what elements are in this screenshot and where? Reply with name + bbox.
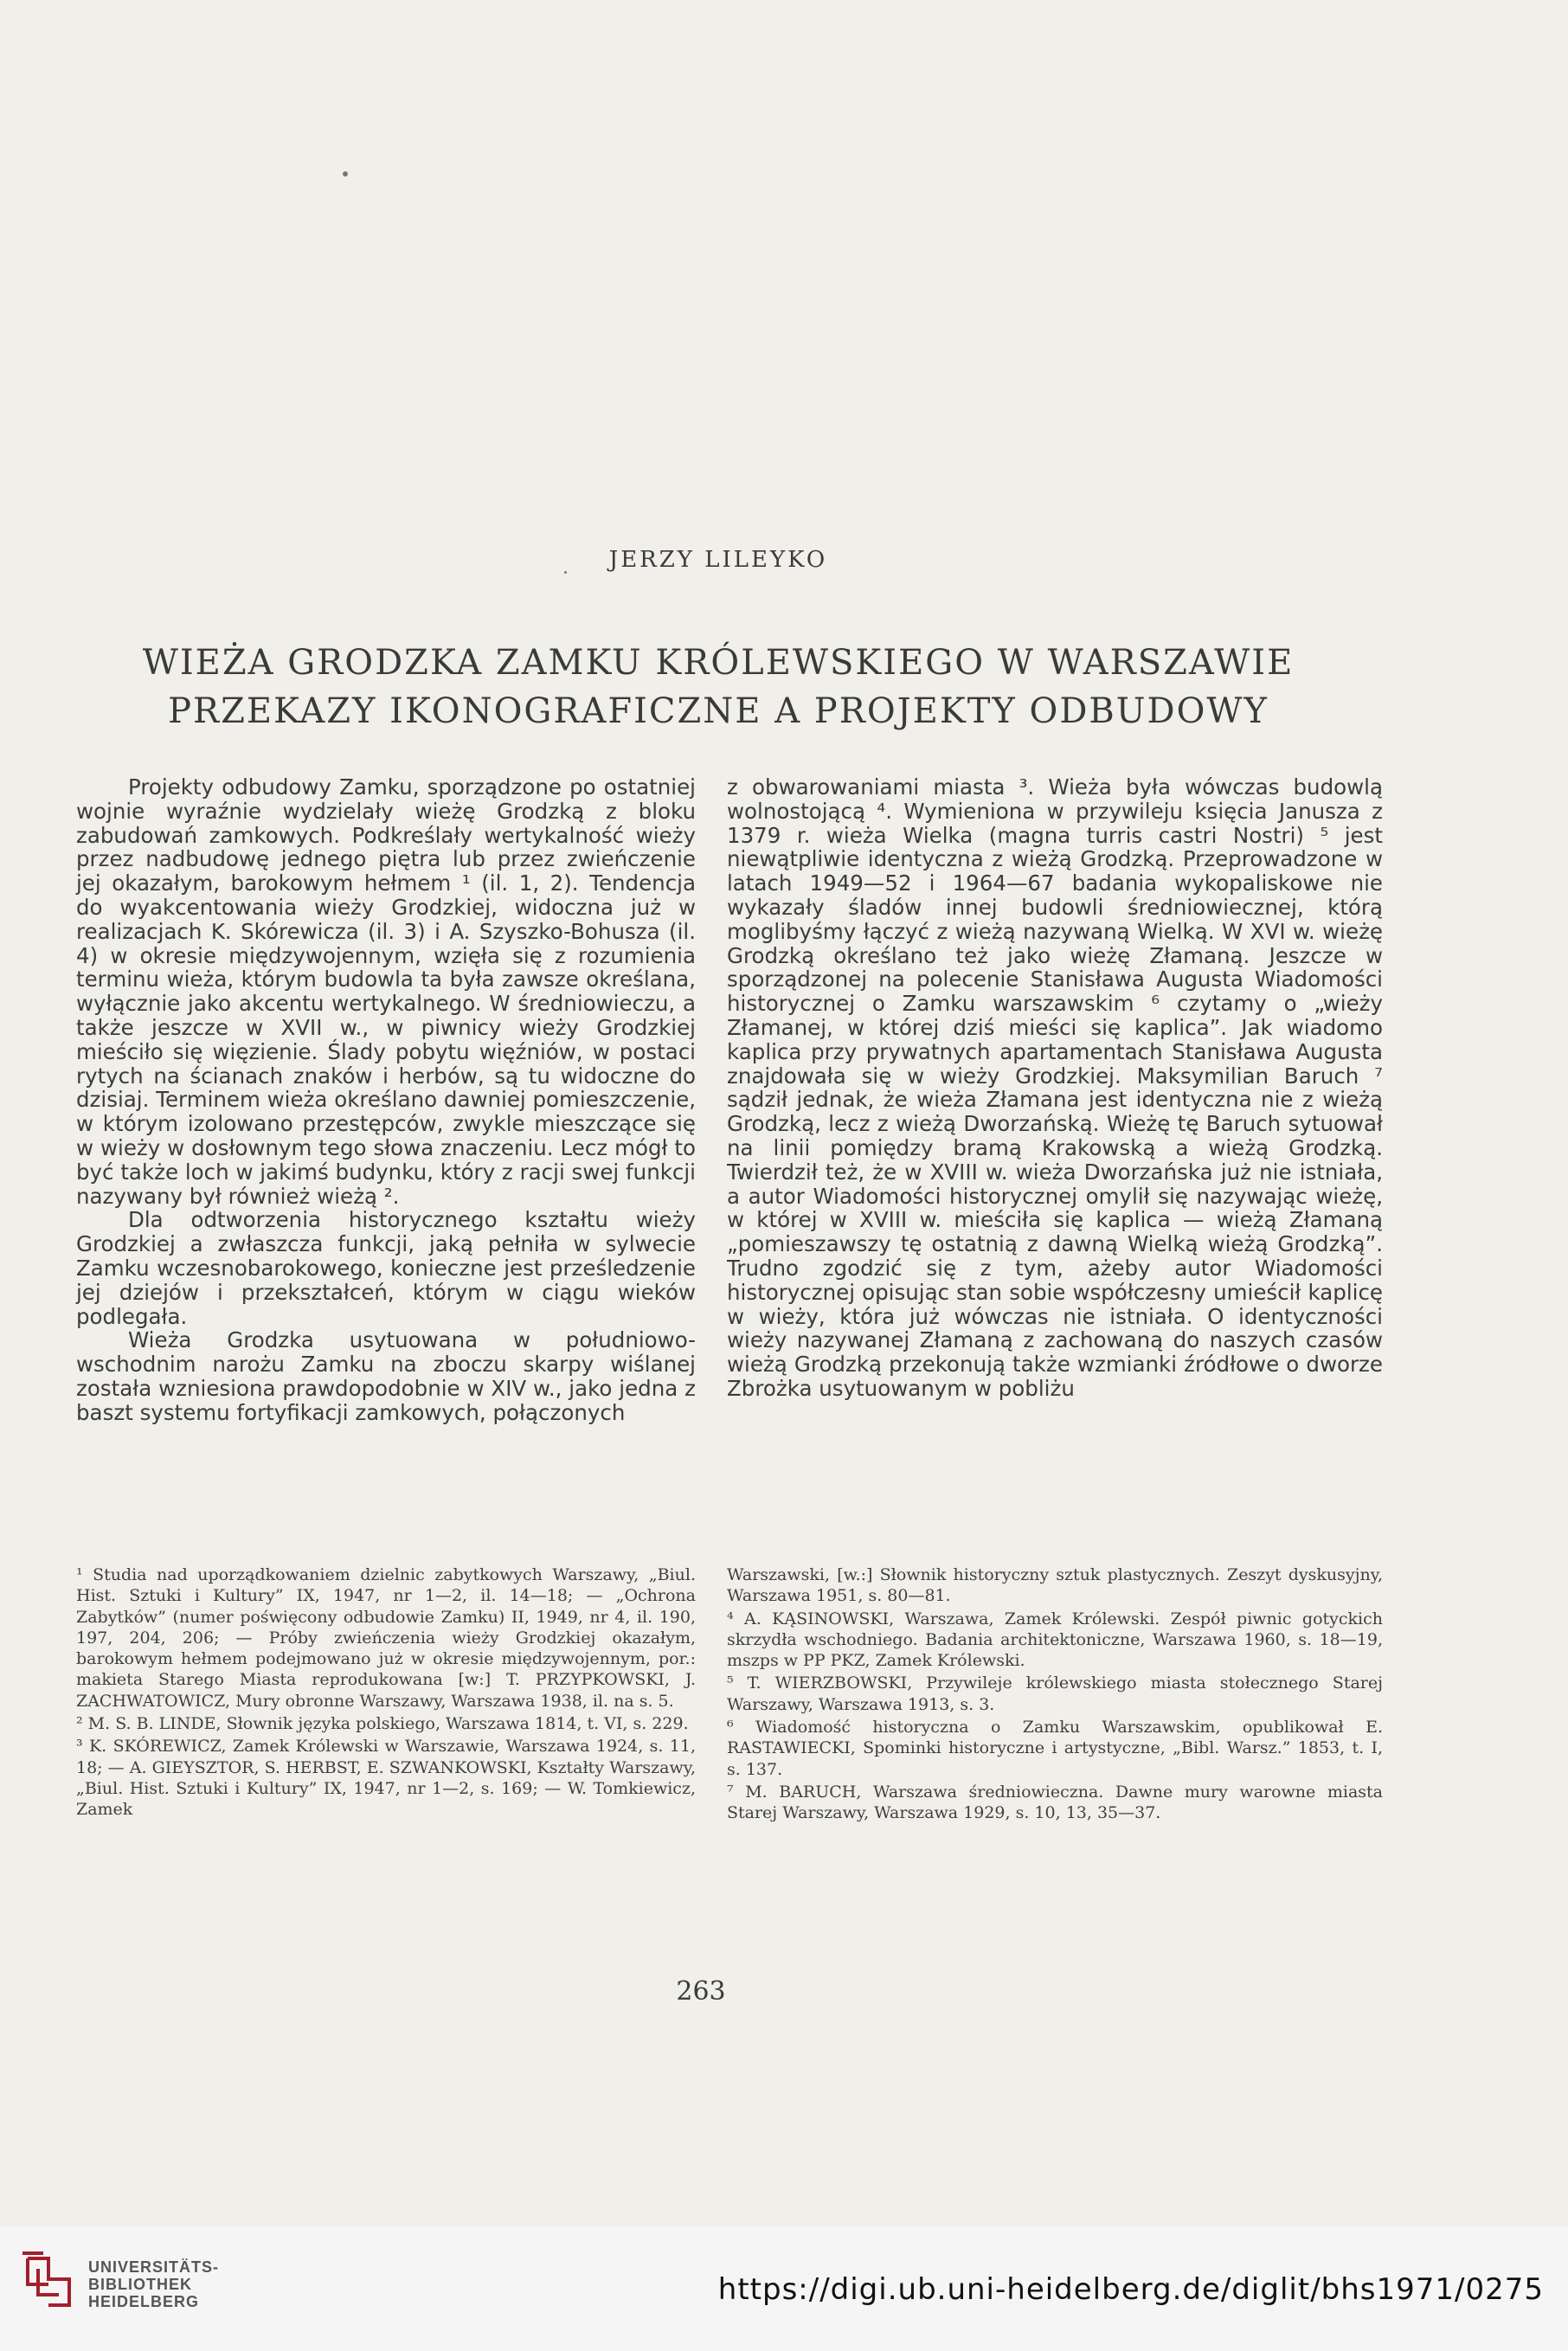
source-url-link[interactable]: https://digi.ub.uni-heidelberg.de/diglit/bhs1971/0275 [717, 2272, 1544, 2307]
page-number: 263 [676, 1976, 726, 2007]
library-name [88, 2258, 219, 2310]
library-emblem-icon [19, 2250, 74, 2314]
library-footer [0, 2227, 1568, 2351]
article-title [0, 639, 1436, 735]
paragraph: Wieża Grodzka usytuowana w południowo-wschodnim narożu Zamku na zboczu skarpy wiślanej została wzniesiona prawdopodobnie w XIV w., jako jedna z baszt systemu fortyfikacji zamkowych, połączonych [76, 1327, 696, 1425]
footnote: ⁴ A. KĄSINOWSKI, Warszawa, Zamek Królewski. Zespół piwnic gotyckich skrzydła wschodniego. Badania architektoniczne, Warszawa 1960, s. 18—19, mszps w PP PKZ, Zamek Królewski. [727, 1609, 1383, 1671]
title-line-1: WIEŻA GRODZKA ZAMKU KRÓLEWSKIEGO W WARSZAWIE [142, 643, 1295, 683]
library-name-line: BIBLIOTHEK [88, 2276, 192, 2293]
scan-speck [564, 571, 567, 574]
body-column-right [727, 775, 1383, 1401]
library-name-line: HEIDELBERG [88, 2293, 200, 2310]
footnotes-left [76, 1564, 696, 1822]
footnote: Warszawski, [w.:] Słownik historyczny sztuk plastycznych. Zeszyt dyskusyjny, Warszawa 1951, s. 80—81. [727, 1565, 1383, 1606]
title-line-2: PRZEKAZY IKONOGRAFICZNE A PROJEKTY ODBUDOWY [168, 691, 1269, 731]
scan-speck [343, 171, 348, 177]
paragraph: Dla odtworzenia historycznego kształtu wieży Grodzkiej a zwłaszcza funkcji, jaką pełniła w sylwecie Zamku wczesnobarokowego, konieczne jest prześledzenie jej dziejów i przekształceń, którym w ciągu wieków podlegała. [76, 1207, 696, 1329]
footnote: ² M. S. B. LINDE, Słownik języka polskiego, Warszawa 1814, t. VI, s. 229. [76, 1714, 689, 1734]
footnote: ³ K. SKÓREWICZ, Zamek Królewski w Warszawie, Warszawa 1924, s. 11, 18; — A. GIEYSZTOR, S. HERBST, E. SZWANKOWSKI, Kształty Warszawy, „Biul. Hist. Sztuki i Kultury” IX, 1947, nr 1—2, s. 169; — W. Tomkiewicz, Zamek [76, 1737, 696, 1820]
footnote: ⁵ T. WIERZBOWSKI, Przywileje królewskiego miasta stołecznego Starej Warszawy, Warszawa 1913, s. 3. [727, 1673, 1383, 1714]
footnote: ⁶ Wiadomość historyczna o Zamku Warszawskim, opublikował E. RASTAWIECKI, Spominki historyczne i artystyczne, „Bibl. Warsz.” 1853, t. I, s. 137. [727, 1718, 1383, 1779]
author-name: JERZY LILEYKO [608, 547, 828, 573]
library-name-line: UNIVERSITÄTS- [88, 2258, 220, 2276]
footnotes-right [727, 1564, 1383, 1826]
footnote: ⁷ M. BARUCH, Warszawa średniowieczna. Dawne mury warowne miasta Starej Warszawy, Warszawa 1929, s. 10, 13, 35—37. [727, 1782, 1383, 1823]
body-column-left [76, 775, 696, 1425]
paragraph: z obwarowaniami miasta ³. Wieża była wówczas budowlą wolnostojącą ⁴. Wymieniona w przywileju księcia Janusza z 1379 r. wieża Wielka (magna turris castri Nostri) ⁵ jest niewątpliwie identyczna z wieżą Grodzką. Przeprowadzone w latach 1949—52 i 1964—67 badania wykopaliskowe nie wykazały śladów innej budowli średniowiecznej, którą moglibyśmy łączyć z wieżą nazywaną Wielką. W XVI w. wieżę Grodzką określano też jako wieżę Złamaną. Jeszcze w sporządzonej na polecenie Stanisława Augusta Wiadomości historycznej o Zamku warszawskim ⁶ czytamy o „wieży Złamanej, w której dziś mieści się kaplica”. Jak wiadomo kaplica przy prywatnych apartamentach Stanisława Augusta znajdowała się w wieży Grodzkiej. Maksymilian Baruch ⁷ sądził jednak, że wieża Złamana jest identyczna nie z wieżą Grodzką, lecz z wieżą Dworzańską. Wieżę tę Baruch sytuował na linii pomiędzy bramą Krakowską a wieżą Grodzką. Twierdził też, że w XVIII w. wieża Dworzańska już nie istniała, a autor Wiadomości historycznej omylił się nazywając wieżę, w której w XVIII w. mieściła się kaplica — wieżą Złamaną „pomieszawszy tę ostatnią z dawną Wielką wieżą Grodzką”. Trudno zgodzić się z tym, ażeby autor Wiadomości historycznej opisując stan sobie współczesny umieścił kaplicę w wieży, która już wówczas nie istniała. O identyczności wieży nazywanej Złamaną z zachowaną do naszych czasów wieżą Grodzką przekonują także wzmianki źródłowe o dworze Zbrożka usytuowanym w pobliżu [727, 774, 1383, 1401]
paragraph: Projekty odbudowy Zamku, sporządzone po ostatniej wojnie wyraźnie wydzielały wieżę Grodzką z bloku zabudowań zamkowych. Podkreślały wertykalność wieży przez nadbudowę jednego piętra lub przez zwieńczenie jej okazałym, barokowym hełmem ¹ (il. 1, 2). Tendencja do wyakcentowania wieży Grodzkiej, widoczna już w realizacjach K. Skórewicza (il. 3) i A. Szyszko-Bohusza (il. 4) w okresie międzywojennym, wzięła się z rozumienia terminu wieża, którym budowla ta była zawsze określana, wyłącznie jako akcentu wertykalnego. W średniowieczu, a także jeszcze w XVII w., w piwnicy wieży Grodzkiej mieściło się więzienie. Ślady pobytu więźniów, w postaci rytych na ścianach znaków i herbów, są tu widoczne do dzisiaj. Terminem wieża określano dawniej pomieszczenie, w którym izolowano przestępców, zwykle mieszczące się w wieży w dosłownym tego słowa znaczeniu. Lecz mógł to być także loch w jakimś budynku, który z racji swej funkcji nazywany był również wieżą ². [76, 774, 697, 1209]
footnote: ¹ Studia nad uporządkowaniem dzielnic zabytkowych Warszawy, „Biul. Hist. Sztuki i Kultury” IX, 1947, nr 1—2, il. 14—18; — „Ochrona Zabytków” (numer poświęcony odbudowie Zamku) II, 1949, nr 4, il. 190, 197, 204, 206; — Próby zwieńczenia wieży Grodzkiej okazałym, barokowym hełmem podejmowano już w okresie międzywojennym, por.: makieta Starego Miasta reprodukowana [w:] T. PRZYPKOWSKI, J. ZACHWATOWICZ, Mury obronne Warszawy, Warszawa 1938, il. na s. 5. [76, 1565, 696, 1711]
